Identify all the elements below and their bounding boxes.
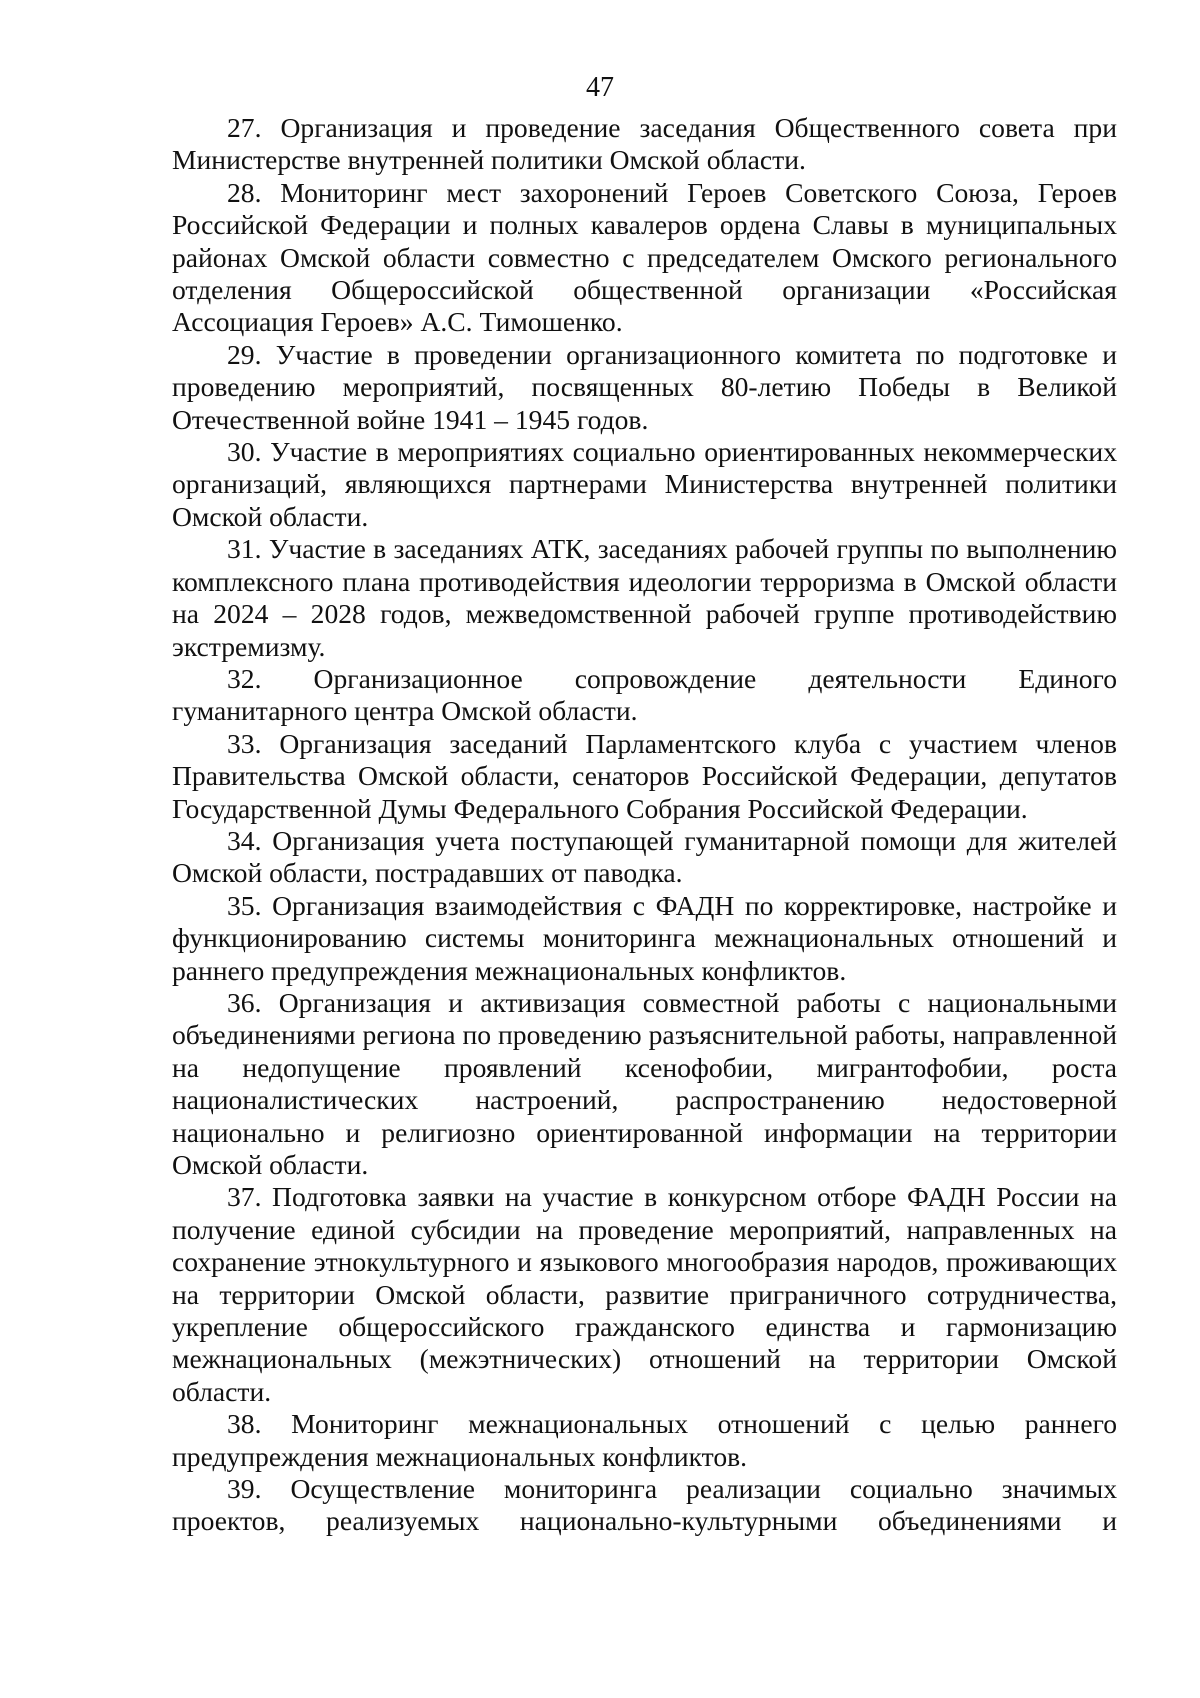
document-body: [172, 112, 1117, 1538]
list-item: [172, 533, 1117, 663]
list-item: [172, 436, 1117, 533]
list-item: [172, 1181, 1117, 1408]
list-item: [172, 1473, 1117, 1538]
item-text: Организация учета поступающей гуманитарной помощи для жителей Омской области, пострадавших от паводка.: [172, 824, 1117, 889]
item-text: Организация взаимодействия с ФАДН по корректировке, настройке и функционированию системы мониторинга межнациональных отношений и раннего предупреждения межнациональных конфликтов.: [172, 889, 1117, 986]
item-text: Подготовка заявки на участие в конкурсном отборе ФАДН России на получение единой субсидии на проведение мероприятий, направленных на сохранение этнокультурного и языкового многообразия народов, проживающих на территории Омской области, развитие приграничного сотрудничества, укрепление общероссийского гражданского единства и гармонизацию межнациональных (межэтнических) отношений на территории Омской области.: [172, 1181, 1117, 1407]
list-item: [172, 1408, 1117, 1473]
item-number: 34.: [227, 824, 262, 856]
item-number: 30.: [227, 436, 262, 468]
item-text: Организационное сопровождение деятельности Единого гуманитарного центра Омской области.: [172, 662, 1117, 727]
item-text: Организация заседаний Парламентского клуба с участием членов Правительства Омской области, сенаторов Российской Федерации, депутатов Государственной Думы Федерального Собрания Российской Федерации.: [172, 727, 1117, 824]
item-number: 38.: [227, 1408, 262, 1440]
item-number: 29.: [227, 338, 262, 370]
item-number: 39.: [227, 1473, 262, 1505]
item-text: Осуществление мониторинга реализации социально значимых проектов, реализуемых национально-культурными объединениями и: [172, 1473, 1117, 1537]
item-text: Участие в мероприятиях социально ориентированных некоммерческих организаций, являющихся партнерами Министерства внутренней политики Омской области.: [172, 436, 1118, 532]
item-text: Организация и проведение заседания Общественного совета при Министерстве внутренней политики Омской области.: [172, 112, 1117, 176]
item-text: Организация и активизация совместной работы с национальными объединениями региона по проведению разъяснительной работы, направленной на недопущение проявлений ксенофобии, мигрантофобии, роста националистических настроений, распространению недостоверной национально и религиозно ориентированной информации на территории Омской области.: [172, 986, 1117, 1180]
item-number: 36.: [227, 986, 262, 1018]
item-number: 27.: [227, 112, 262, 143]
list-item: [172, 339, 1117, 436]
list-item: [172, 890, 1117, 987]
list-item: [172, 728, 1117, 825]
list-item: [172, 825, 1117, 890]
list-item: [172, 112, 1117, 177]
item-number: 31.: [227, 533, 262, 565]
item-text: Мониторинг мест захоронений Героев Советского Союза, Героев Российской Федерации и полных кавалеров ордена Славы в муниципальных районах Омской области совместно с председателем Омского регионального отделения Общероссийской общественной организации «Российская Ассоциация Героев» А.С. Тимошенко.: [172, 176, 1117, 338]
item-text: Участие в заседаниях АТК, заседаниях рабочей группы по выполнению комплексного плана противодействия идеологии терроризма в Омской области на 2024 – 2028 годов, межведомственной рабочей группе противодействию экстремизму.: [172, 533, 1117, 662]
page-number: 47: [586, 72, 614, 103]
item-text: Мониторинг межнациональных отношений с целью раннего предупреждения межнациональных конфликтов.: [172, 1408, 1117, 1472]
item-text: Участие в проведении организационного комитета по подготовке и проведению мероприятий, посвященных 80-летию Победы в Великой Отечественной войне 1941 – 1945 годов.: [172, 338, 1117, 435]
list-item: [172, 987, 1117, 1181]
item-number: 32.: [227, 662, 262, 694]
item-number: 33.: [227, 727, 262, 759]
item-number: 35.: [227, 889, 262, 921]
list-item: [172, 663, 1117, 728]
item-number: 37.: [227, 1181, 262, 1213]
list-item: [172, 177, 1117, 339]
item-number: 28.: [227, 176, 262, 208]
